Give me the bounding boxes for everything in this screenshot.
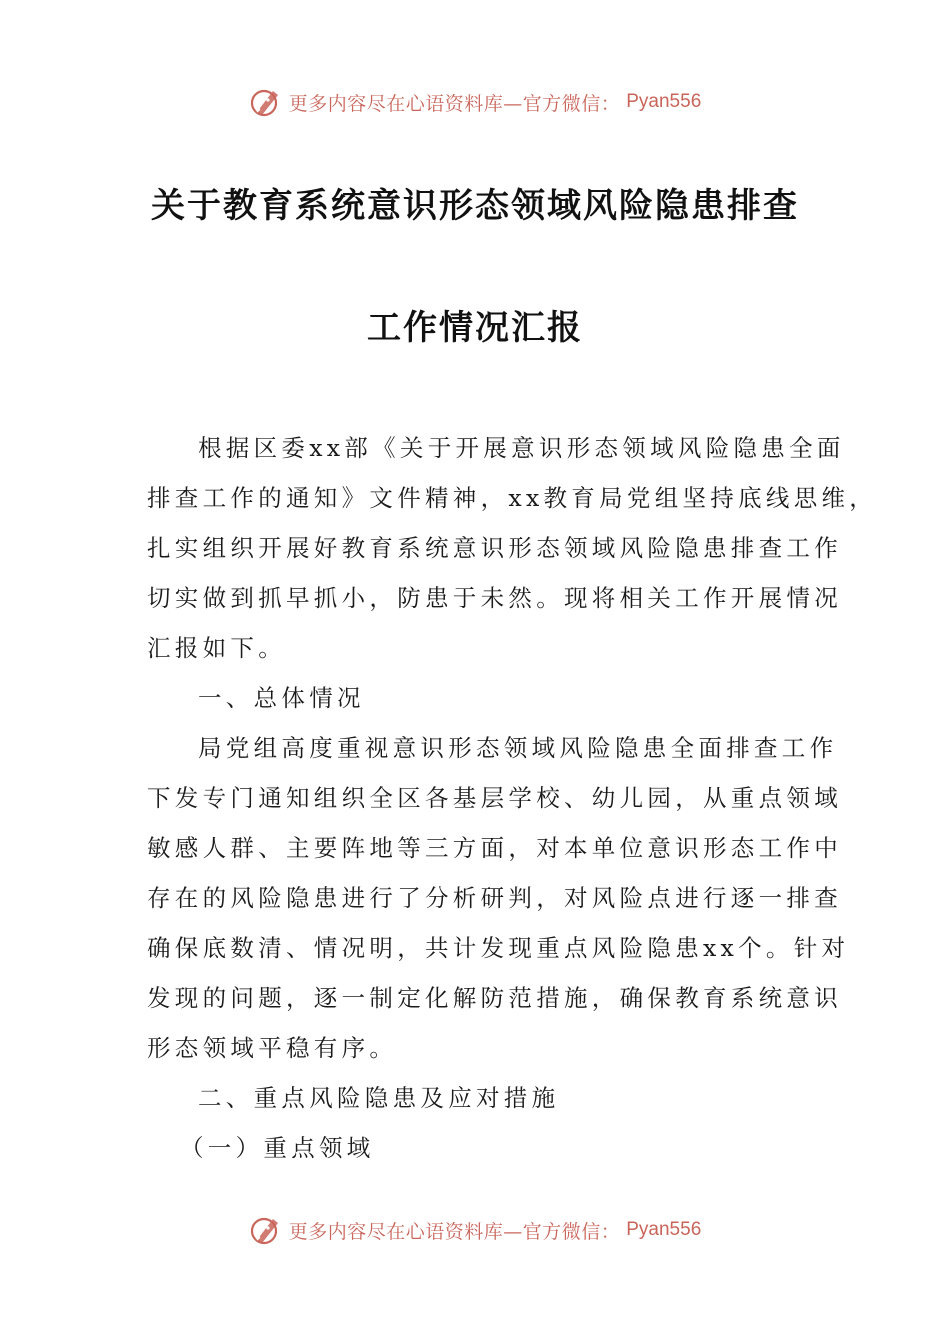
watermark-id: Pyan556: [626, 1219, 702, 1240]
section1-line: 敏感人群、主要阵地等三方面，对本单位意识形态工作中: [147, 834, 842, 862]
section1-line: 局党组高度重视意识形态领域风险隐患全面排查工作: [198, 734, 838, 762]
watermark-text: 更多内容尽在心语资料库—官方微信：: [288, 1220, 621, 1243]
header-watermark: [0, 80, 950, 124]
document-title-line1: 关于教育系统意识形态领域风险隐患排查: [151, 186, 799, 226]
section-heading-2: 二、重点风险隐患及应对措施: [198, 1084, 560, 1112]
pen-nib-icon: [249, 85, 283, 119]
section1-line: 下发专门通知组织全区各基层学校、幼儿园，从重点领域: [147, 784, 842, 812]
intro-paragraph: [147, 423, 878, 673]
document-title-line2: 工作情况汇报: [367, 308, 583, 348]
subsection-heading-1: （一）重点领域: [180, 1134, 375, 1162]
intro-line: 扎实组织开展好教育系统意识形态领域风险隐患排查工作: [147, 534, 842, 562]
section1-line: 确保底数清、情况明，共计发现重点风险隐患xx个。针对: [147, 934, 850, 962]
intro-line: 根据区委xx部《关于开展意识形态领域风险隐患全面: [198, 434, 845, 462]
pen-nib-icon: [249, 1213, 283, 1247]
section1-line: 存在的风险隐患进行了分析研判，对风险点进行逐一排查: [147, 884, 842, 912]
intro-line: 切实做到抓早抓小，防患于未然。现将相关工作开展情况: [147, 584, 842, 612]
section1-paragraph: [147, 723, 850, 1073]
watermark-id: Pyan556: [626, 91, 702, 112]
intro-line: 排查工作的通知》文件精神，xx教育局党组坚持底线思维，: [147, 484, 878, 512]
section1-line: 形态领域平稳有序。: [147, 1034, 398, 1062]
footer-watermark: [0, 1208, 950, 1252]
watermark-text: 更多内容尽在心语资料库—官方微信：: [288, 92, 621, 115]
intro-line: 汇报如下。: [147, 634, 286, 662]
document-body: [147, 423, 878, 1173]
section1-line: 发现的问题，逐一制定化解防范措施，确保教育系统意识: [147, 984, 842, 1012]
section-heading-1: 一、总体情况: [198, 684, 365, 712]
